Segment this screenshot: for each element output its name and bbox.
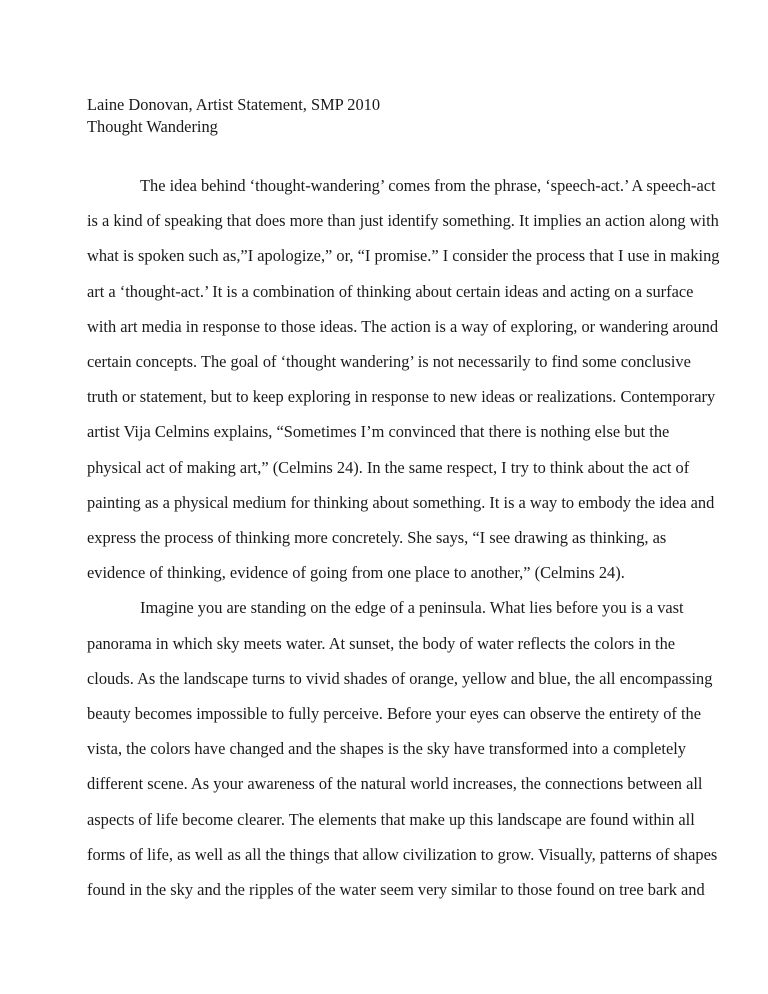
paragraph-line: found in the sky and the ripples of the water seem very similar to those found on tree bark and [87, 880, 705, 900]
author-line: Laine Donovan, Artist Statement, SMP 2010 [87, 95, 381, 114]
paragraph-line: clouds. As the landscape turns to vivid shades of orange, yellow and blue, the all encompassing [87, 668, 713, 688]
paragraph-line: artist Vija Celmins explains, “Sometimes I’m convinced that there is nothing else but the [87, 422, 670, 442]
paragraph-line: beauty becomes impossible to fully perceive. Before your eyes can observe the entirety of the [87, 704, 701, 724]
paragraph-line: art a ‘thought-act.’ It is a combination of thinking about certain ideas and acting on a surface [87, 281, 694, 301]
paragraph-line: forms of life, as well as all the things that allow civilization to grow. Visually, patterns of shapes [87, 844, 718, 864]
paragraph [87, 590, 719, 907]
document-header [87, 94, 380, 138]
paragraph-line: Imagine you are standing on the edge of a peninsula. What lies before you is a vast [140, 598, 684, 618]
paragraph-line: The idea behind ‘thought-wandering’ comes from the phrase, ‘speech-act.’ A speech-act [140, 176, 716, 195]
paragraph-line: truth or statement, but to keep exploring in response to new ideas or realizations. Contemporary [87, 387, 716, 407]
paragraph-line: different scene. As your awareness of the natural world increases, the connections between all [87, 774, 703, 794]
document-body [87, 168, 719, 907]
paragraph-line: evidence of thinking, evidence of going from one place to another,” (Celmins 24). [87, 563, 625, 583]
paragraph-line: with art media in response to those ideas. The action is a way of exploring, or wandering around [87, 316, 719, 336]
paragraph-line: painting as a physical medium for thinking about something. It is a way to embody the idea and [87, 492, 715, 512]
paragraph-line: what is spoken such as,”I apologize,” or, “I promise.” I consider the process that I use in making [87, 246, 720, 266]
paragraph-line: aspects of life become clearer. The elements that make up this landscape are found within all [87, 809, 695, 829]
paragraph-line: certain concepts. The goal of ‘thought wandering’ is not necessarily to find some conclusive [87, 352, 691, 372]
paragraph-line: panorama in which sky meets water. At sunset, the body of water reflects the colors in the [87, 633, 676, 653]
paragraph-line: express the process of thinking more concretely. She says, “I see drawing as thinking, as [87, 528, 667, 548]
document-title: Thought Wandering [87, 117, 218, 136]
paragraph-line: physical act of making art,” (Celmins 24). In the same respect, I try to think about the act of [87, 457, 690, 477]
paragraph [87, 168, 719, 590]
paragraph-line: is a kind of speaking that does more than just identify something. It implies an action along with [87, 211, 719, 231]
paragraph-line: vista, the colors have changed and the shapes is the sky have transformed into a completely [87, 739, 686, 759]
